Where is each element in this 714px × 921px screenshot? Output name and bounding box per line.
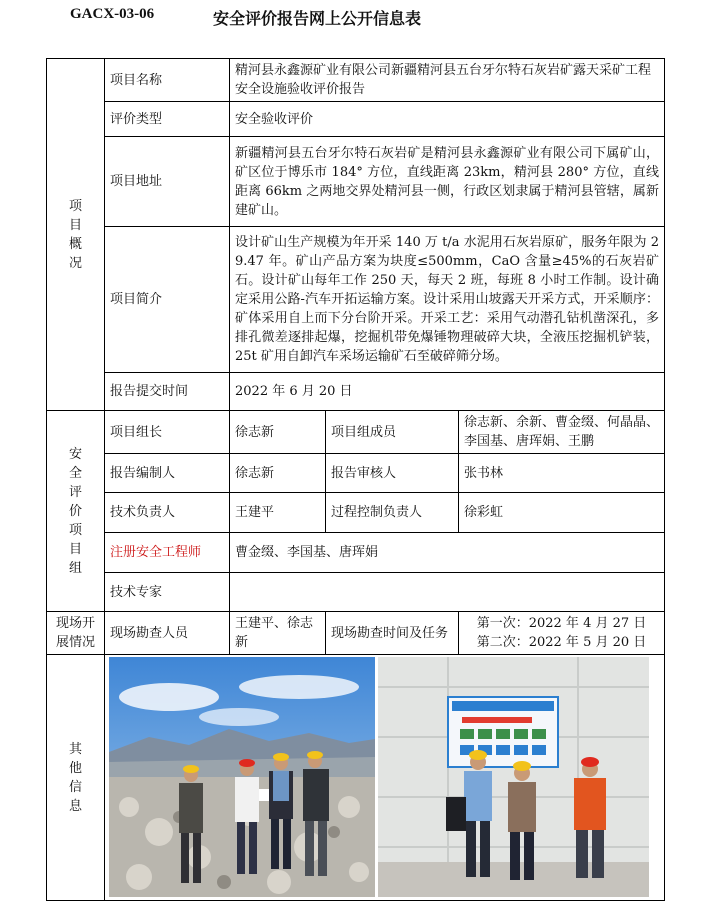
summary-label: 项目简介 (105, 227, 230, 373)
reviewer-value: 张书林 (459, 454, 665, 493)
author-value: 徐志新 (230, 454, 326, 493)
doc-title: 安全评价报告网上公开信息表 (213, 9, 422, 28)
eval-type-label: 评价类型 (105, 102, 230, 137)
survey-second: 第二次：2022 年 5 月 20 日 (476, 635, 647, 650)
survey-time-label: 现场勘查时间及任务 (326, 612, 459, 655)
reviewer-label: 报告审核人 (326, 454, 459, 493)
survey-first: 第一次：2022 年 4 月 27 日 (476, 616, 647, 631)
overview-section-label: 项目概况 (47, 59, 105, 411)
site-photo-1 (109, 657, 375, 897)
submit-time-label: 报告提交时间 (105, 373, 230, 411)
author-label: 报告编制人 (105, 454, 230, 493)
address-value: 新疆精河县五台牙尔特石灰岩矿是精河县永鑫源矿业有限公司下属矿山，矿区位于博乐市 184° 方位，直线距离 23km，精河县 280° 方位，直线距离 66km 之两地交界处精河县一侧，行政区划隶属于精河县管辖，属新建矿山。 (230, 137, 665, 227)
inspectors-value: 王建平、徐志新 (230, 612, 326, 655)
address-label: 项目地址 (105, 137, 230, 227)
members-label: 项目组成员 (326, 411, 459, 454)
process-lead-value: 徐彩虹 (459, 493, 665, 533)
site-photo-2 (378, 657, 649, 897)
leader-value: 徐志新 (230, 411, 326, 454)
expert-label: 技术专家 (105, 573, 230, 612)
header (0, 6, 714, 30)
survey-dates (459, 612, 665, 655)
tech-lead-value: 王建平 (230, 493, 326, 533)
process-lead-label: 过程控制负责人 (326, 493, 459, 533)
eval-type-value: 安全验收评价 (230, 102, 665, 137)
inspectors-label: 现场勘查人员 (105, 612, 230, 655)
project-name-label: 项目名称 (105, 59, 230, 102)
summary-value: 设计矿山生产规模为年开采 140 万 t/a 水泥用石灰岩原矿，服务年限为 29.47 年。矿山产品方案为块度≤500mm，CaO 含量≥45%的石灰岩矿石。设计矿山每年工作 250 天，每天 2 班，每班 8 小时工作制。设计确定采用公路-汽车开拓运输方案。设计采用山坡露天开采方式，开采顺序：矿体采用自上而下分台阶开采。开采工艺：采用气动潜孔钻机凿深孔，多排孔微差逐排起爆，挖掘机带免爆锤物理破碎大块，全液压挖掘机铲装，25t 矿用自卸汽车采场运输矿石至破碎筛分场。 (230, 227, 665, 373)
engineer-label: 注册安全工程师 (105, 533, 230, 573)
leader-label: 项目组长 (105, 411, 230, 454)
team-section-label: 安全评价项目组 (47, 411, 105, 612)
members-value: 徐志新、余新、曹金缀、何晶晶、李国基、唐珲娟、王鹏 (459, 411, 665, 454)
photos-cell (105, 655, 665, 901)
doc-code: GACX-03-06 (70, 6, 155, 22)
expert-value (230, 573, 665, 612)
other-section-label: 其他信息 (47, 655, 105, 901)
site-section-label: 现场开展情况 (47, 612, 105, 655)
info-table (46, 58, 665, 901)
project-name-value: 精河县永鑫源矿业有限公司新疆精河县五台牙尔特石灰岩矿露天采矿工程安全设施验收评价报告 (230, 59, 665, 102)
submit-time-value: 2022 年 6 月 20 日 (230, 373, 665, 411)
engineer-value: 曹金缀、李国基、唐珲娟 (230, 533, 665, 573)
tech-lead-label: 技术负责人 (105, 493, 230, 533)
